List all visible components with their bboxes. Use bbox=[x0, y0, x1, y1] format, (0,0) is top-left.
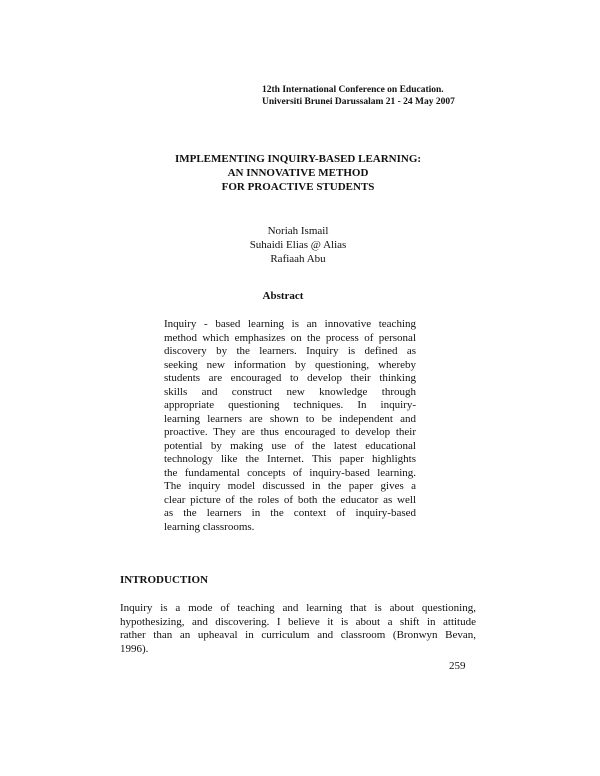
author-list bbox=[120, 224, 476, 266]
abstract-line: seeking new information by questioning, whereby bbox=[164, 358, 416, 371]
paper-title-line-1: IMPLEMENTING INQUIRY-BASED LEARNING: bbox=[174, 153, 422, 165]
abstract-line: the fundamental concepts of inquiry-based learning. bbox=[164, 466, 416, 479]
abstract-line: clear picture of the roles of both the educator as well bbox=[164, 493, 416, 506]
abstract-line: learning classrooms. bbox=[164, 520, 255, 533]
introduction-body bbox=[120, 602, 476, 656]
abstract-line: The inquiry model discussed in the paper gives a bbox=[164, 480, 416, 492]
conference-header-line-1: 12th International Conference on Education. bbox=[262, 85, 444, 95]
author-name: Rafiaah Abu bbox=[270, 253, 326, 265]
introduction-line: 1996). bbox=[120, 642, 149, 655]
abstract-line: as the learners in the context of inquiry-based bbox=[164, 507, 416, 519]
abstract-line: learning learners are shown to be independent and bbox=[164, 412, 416, 425]
abstract-line: Inquiry - based learning is an innovative teaching bbox=[164, 318, 416, 330]
abstract-line: method which emphasizes on the process of personal bbox=[164, 331, 416, 344]
introduction-line: Inquiry is a mode of teaching and learning that is about questioning, bbox=[120, 602, 476, 614]
introduction-line: hypothesizing, and discovering. I believe it is about a shift in attitude bbox=[120, 615, 476, 628]
abstract-line: technology like the Internet. This paper highlights bbox=[164, 453, 416, 465]
abstract-line: appropriate questioning techniques. In inquiry- bbox=[164, 399, 416, 411]
conference-header bbox=[262, 84, 455, 108]
abstract-line: proactive. They are thus encouraged to develop their bbox=[164, 426, 416, 438]
abstract-body bbox=[164, 318, 416, 534]
author-name: Noriah Ismail bbox=[267, 225, 329, 237]
introduction-line: rather than an upheaval in curriculum and classroom (Bronwyn Bevan, bbox=[120, 629, 476, 641]
introduction-heading: INTRODUCTION bbox=[120, 574, 209, 586]
abstract-line: discovery by the learners. Inquiry is defined as bbox=[164, 345, 416, 357]
abstract-line: students are encouraged to develop their thinking bbox=[164, 372, 416, 384]
abstract-line: potential by making use of the latest educational bbox=[164, 439, 416, 452]
abstract-heading: Abstract bbox=[262, 290, 304, 302]
page-number: 259 bbox=[449, 660, 466, 672]
abstract-line: skills and construct new knowledge through bbox=[164, 385, 416, 398]
paper-title bbox=[120, 152, 476, 194]
paper-title-line-3: FOR PROACTIVE STUDENTS bbox=[221, 181, 375, 193]
author-name: Suhaidi Elias @ Alias bbox=[249, 239, 347, 251]
conference-header-line-2: Universiti Brunei Darussalam 21 - 24 May 2007 bbox=[262, 97, 455, 107]
paper-title-line-2: AN INNOVATIVE METHOD bbox=[227, 167, 369, 179]
